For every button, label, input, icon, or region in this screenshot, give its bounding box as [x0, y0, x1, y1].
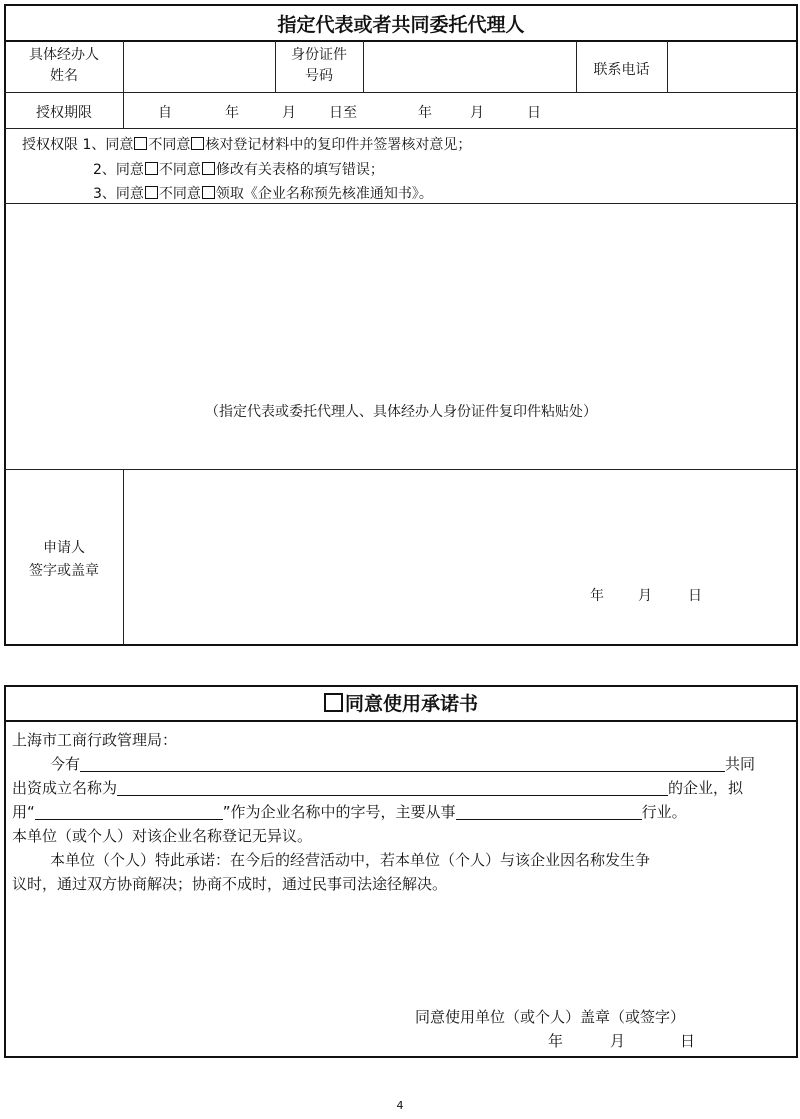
period-month2: 月 [470, 105, 484, 121]
agent-name-label: 具体经办人 姓名 [29, 47, 99, 84]
divider [123, 93, 124, 128]
period-year1: 年 [225, 105, 239, 121]
consent-line-5: 本单位（或个人）对该企业名称登记无异议。 [12, 827, 313, 845]
id-number-field[interactable] [364, 41, 575, 92]
paste-area-note: （指定代表或委托代理人、具体经办人身份证件复印件粘贴处） [205, 404, 597, 420]
consent-year: 年 [548, 1032, 564, 1050]
consent-line-2: 今有 共同 [50, 755, 756, 773]
industry-field[interactable] [456, 804, 642, 820]
checkbox-icon[interactable] [324, 693, 343, 712]
applicant-year: 年 [590, 588, 604, 604]
divider [4, 128, 798, 129]
form1-title: 指定代表或者共同委托代理人 [277, 14, 525, 36]
period-from: 自 [158, 105, 172, 121]
checkbox-icon[interactable] [191, 137, 204, 150]
addressee: 上海市工商行政管理局： [12, 731, 178, 749]
divider [4, 720, 798, 722]
period-year2: 年 [418, 105, 432, 121]
checkbox-icon[interactable] [134, 137, 147, 150]
id-number-label: 身份证件 号码 [291, 47, 347, 84]
trade-name-field[interactable] [35, 804, 223, 820]
phone-label: 联系电话 [593, 62, 650, 78]
consent-line-6: 本单位（个人）特此承诺：在今后的经营活动中，若本单位（个人）与该企业因名称发生争 [50, 851, 651, 869]
form2-title: 同意使用承诺书 [4, 689, 798, 716]
period-month1: 月 [282, 105, 296, 121]
consent-month: 月 [610, 1032, 626, 1050]
authority-item-3: 3、同意 不同意 领取《企业名称预先核准通知书》。 [93, 186, 433, 202]
phone-field[interactable] [668, 41, 796, 92]
consent-day: 日 [680, 1032, 696, 1050]
checkbox-icon[interactable] [202, 162, 215, 175]
period-day-to: 日至 [329, 105, 357, 121]
authority-item-1: 授权权限 1、同意 不同意 核对登记材料中的复印件并签署核对意见； [22, 137, 472, 153]
consent-line-3: 出资成立名称为 的企业，拟 [12, 779, 744, 797]
applicant-day: 日 [688, 588, 702, 604]
period-label: 授权期限 [36, 105, 92, 121]
checkbox-icon[interactable] [145, 186, 158, 199]
applicant-month: 月 [638, 588, 652, 604]
id-copy-paste-area[interactable] [6, 204, 796, 469]
period-day2: 日 [527, 105, 541, 121]
checkbox-icon[interactable] [145, 162, 158, 175]
consent-line-4: 用“ ”作为企业名称中的字号，主要从事 行业。 [12, 803, 687, 821]
applicant-label: 申请人 签字或盖章 [29, 540, 99, 579]
parties-field[interactable] [80, 756, 725, 772]
consent-sign-label: 同意使用单位（或个人）盖章（或签字） [415, 1008, 686, 1026]
consent-line-7: 议时，通过双方协商解决；协商不成时，通过民事司法途径解决。 [12, 875, 448, 893]
company-name-field[interactable] [117, 780, 668, 796]
applicant-signature-area[interactable] [124, 470, 796, 644]
page-number: 4 [396, 1099, 404, 1112]
agent-name-field[interactable] [124, 41, 274, 92]
authority-item-2: 2、同意 不同意 修改有关表格的填写错误； [93, 162, 384, 178]
checkbox-icon[interactable] [202, 186, 215, 199]
